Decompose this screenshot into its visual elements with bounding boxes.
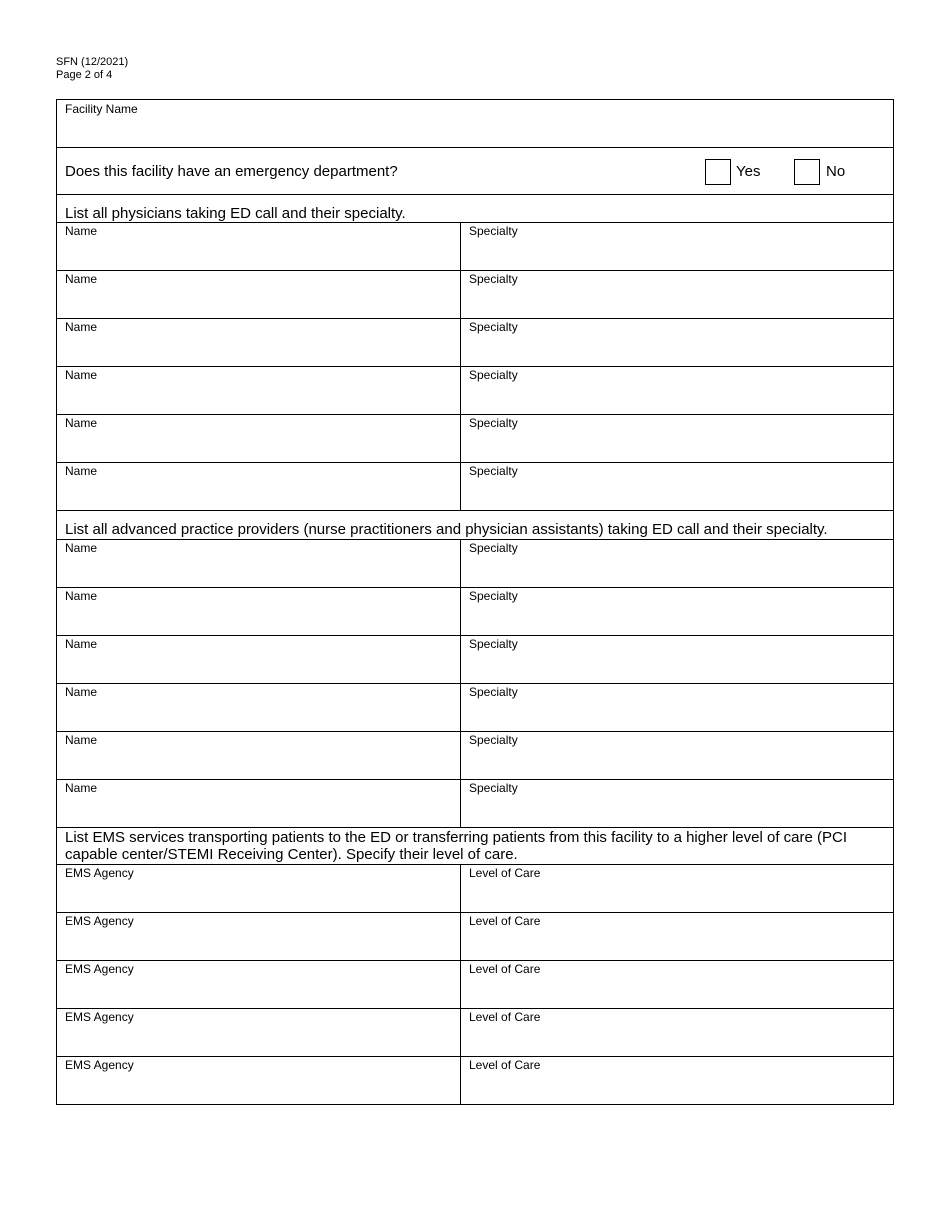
app-specialty-field[interactable] [461, 684, 893, 731]
physician-name-label: Name [65, 464, 98, 478]
ems-agency-label: EMS Agency [65, 866, 134, 880]
yes-label: Yes [736, 163, 761, 180]
physicians-heading: List all physicians taking ED call and their specialty. [65, 205, 406, 222]
app-specialty-label: Specialty [469, 637, 518, 651]
app-name-label: Name [65, 733, 98, 747]
ems-agency-label: EMS Agency [65, 1058, 134, 1072]
physician-name-label: Name [65, 416, 98, 430]
physician-name-label: Name [65, 320, 98, 334]
facility-name-label: Facility Name [65, 102, 138, 116]
app-specialty-label: Specialty [469, 781, 518, 795]
app-specialty-field[interactable] [461, 780, 893, 827]
ems-row [57, 912, 893, 960]
level-of-care-field[interactable] [461, 1057, 893, 1104]
ems-row [57, 864, 893, 912]
ems-heading: List EMS services transporting patients to the ED or transferring patients from this facility to a higher level of care (PCI capable center/STEMI Receiving Center). Specify their level of care. [65, 829, 847, 863]
physician-name-field[interactable] [57, 415, 461, 462]
physician-specialty-field[interactable] [461, 271, 893, 318]
ems-agency-label: EMS Agency [65, 1010, 134, 1024]
app-name-label: Name [65, 541, 98, 555]
physician-specialty-label: Specialty [469, 416, 518, 430]
app-row [57, 683, 893, 731]
app-name-label: Name [65, 589, 98, 603]
ems-agency-field[interactable] [57, 865, 461, 912]
app-name-field[interactable] [57, 636, 461, 683]
physician-name-field[interactable] [57, 223, 461, 270]
level-of-care-field[interactable] [461, 1009, 893, 1056]
physician-specialty-field[interactable] [461, 415, 893, 462]
physicians-heading-row [57, 194, 893, 222]
physician-specialty-label: Specialty [469, 224, 518, 238]
app-specialty-field[interactable] [461, 636, 893, 683]
physicians-row [57, 270, 893, 318]
ems-heading-row [57, 827, 893, 864]
ems-agency-field[interactable] [57, 1057, 461, 1104]
no-checkbox[interactable] [794, 159, 820, 185]
app-specialty-field[interactable] [461, 540, 893, 587]
level-of-care-label: Level of Care [469, 914, 541, 928]
physician-specialty-field[interactable] [461, 463, 893, 510]
physician-name-field[interactable] [57, 463, 461, 510]
app-specialty-field[interactable] [461, 732, 893, 779]
ems-row [57, 1008, 893, 1056]
physician-name-field[interactable] [57, 367, 461, 414]
app-specialty-field[interactable] [461, 588, 893, 635]
form-header [56, 56, 128, 82]
physician-specialty-label: Specialty [469, 272, 518, 286]
app-specialty-label: Specialty [469, 541, 518, 555]
app-name-field[interactable] [57, 588, 461, 635]
app-row [57, 731, 893, 779]
app-heading-row [57, 510, 893, 539]
app-name-label: Name [65, 781, 98, 795]
level-of-care-field[interactable] [461, 961, 893, 1008]
ems-agency-field[interactable] [57, 1009, 461, 1056]
physician-name-label: Name [65, 272, 98, 286]
app-name-field[interactable] [57, 780, 461, 827]
physician-name-field[interactable] [57, 271, 461, 318]
level-of-care-label: Level of Care [469, 866, 541, 880]
physician-specialty-label: Specialty [469, 464, 518, 478]
physician-name-field[interactable] [57, 319, 461, 366]
ems-row [57, 1056, 893, 1104]
physician-specialty-field[interactable] [461, 319, 893, 366]
app-row [57, 539, 893, 587]
app-heading: List all advanced practice providers (nurse practitioners and physician assistants) taking ED call and their specialty. [65, 521, 828, 538]
page-number: Page 2 of 4 [56, 69, 113, 81]
physician-name-label: Name [65, 368, 98, 382]
app-name-field[interactable] [57, 540, 461, 587]
physician-specialty-label: Specialty [469, 320, 518, 334]
form-number: SFN (12/2021) [56, 56, 129, 68]
app-name-label: Name [65, 637, 98, 651]
level-of-care-label: Level of Care [469, 1010, 541, 1024]
physician-name-label: Name [65, 224, 98, 238]
app-specialty-label: Specialty [469, 733, 518, 747]
app-row [57, 587, 893, 635]
ems-agency-field[interactable] [57, 913, 461, 960]
app-name-field[interactable] [57, 732, 461, 779]
facility-name-field[interactable] [57, 100, 893, 147]
physician-specialty-field[interactable] [461, 223, 893, 270]
ems-agency-label: EMS Agency [65, 962, 134, 976]
level-of-care-label: Level of Care [469, 1058, 541, 1072]
form-table [56, 99, 894, 1105]
emergency-department-row [57, 147, 893, 194]
physician-specialty-field[interactable] [461, 367, 893, 414]
level-of-care-field[interactable] [461, 913, 893, 960]
app-name-label: Name [65, 685, 98, 699]
level-of-care-label: Level of Care [469, 962, 541, 976]
ems-agency-field[interactable] [57, 961, 461, 1008]
level-of-care-field[interactable] [461, 865, 893, 912]
physicians-row [57, 318, 893, 366]
physicians-row [57, 222, 893, 270]
emergency-question: Does this facility have an emergency department? [65, 163, 398, 180]
physicians-row [57, 366, 893, 414]
physician-specialty-label: Specialty [469, 368, 518, 382]
app-specialty-label: Specialty [469, 589, 518, 603]
ems-agency-label: EMS Agency [65, 914, 134, 928]
physicians-row [57, 414, 893, 462]
no-label: No [826, 163, 846, 180]
yes-checkbox[interactable] [705, 159, 731, 185]
app-row [57, 635, 893, 683]
ems-row [57, 960, 893, 1008]
app-specialty-label: Specialty [469, 685, 518, 699]
app-name-field[interactable] [57, 684, 461, 731]
physicians-row [57, 462, 893, 510]
app-row [57, 779, 893, 827]
